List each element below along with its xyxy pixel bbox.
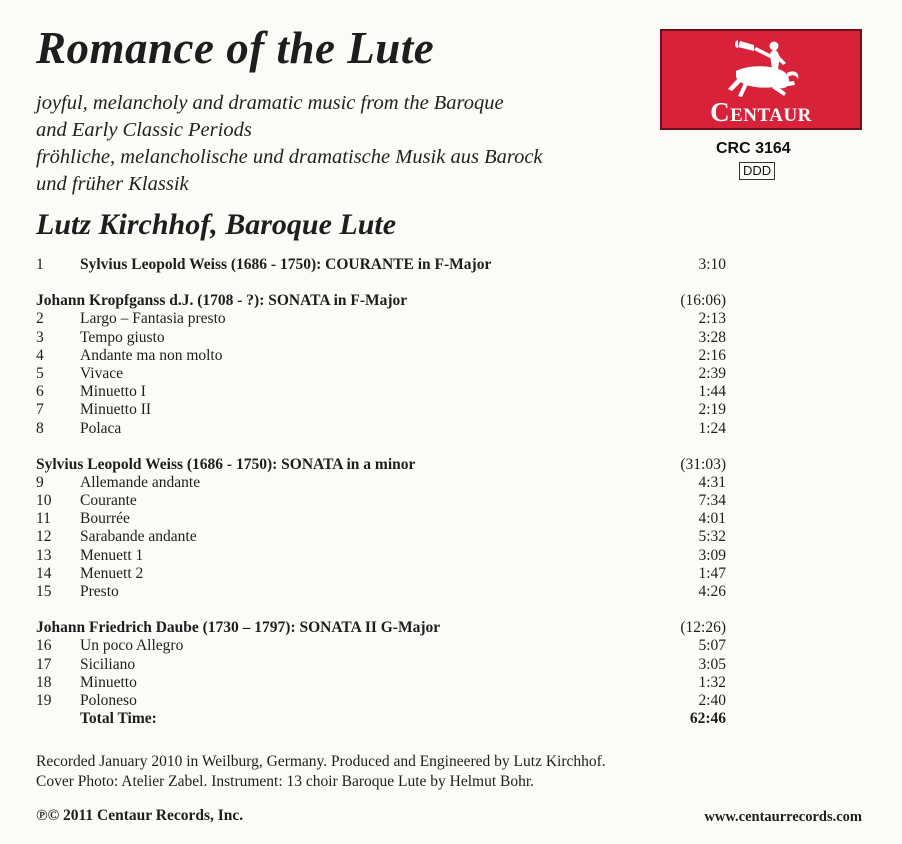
subtitle-line: und früher Klassik [36,173,189,195]
track-duration: 3:28 [698,328,726,346]
track-row [36,347,726,365]
track-duration: 3:05 [698,655,726,673]
track-duration: 2:19 [698,401,726,419]
track-title: Bourrée [80,510,130,528]
track-number: 17 [36,655,52,673]
track-duration: 2:16 [698,346,726,364]
track-title: Courante [80,492,137,510]
work-title: Johann Kropfganss d.J. (1708 - ?): SONATA in F-Major [36,292,408,310]
work-total-duration: (12:26) [680,619,726,637]
track-number: 10 [36,492,52,510]
copyright-notice: ℗© 2011 Centaur Records, Inc. [36,807,244,824]
track-list [36,256,726,728]
track-duration: 3:09 [698,546,726,564]
track-number: 1 [36,256,44,273]
track-duration: 5:32 [698,528,726,546]
track-row [36,492,726,510]
track-duration: 4:26 [698,583,726,600]
track-title: Vivace [80,364,123,382]
track-duration: 1:44 [698,383,726,401]
album-subtitle [36,90,676,198]
track-number: 5 [36,364,44,382]
track-number: 7 [36,401,44,419]
track-duration: 4:01 [698,510,726,528]
track-row [36,528,726,546]
work-total-duration: (16:06) [680,292,726,310]
track-title: Minuetto II [80,401,152,419]
track-number: 11 [36,510,51,528]
format-badge: DDD [739,162,775,180]
subtitle-line: joyful, melancholy and dramatic music from the Baroque [36,92,504,114]
work-heading [36,292,726,310]
subtitle-line: fröhliche, melancholische und dramatische Musik aus Barock [36,146,543,168]
track-row [36,474,726,492]
track-duration: 1:24 [698,419,726,437]
track-row [36,383,726,401]
track-duration: 3:10 [698,256,726,273]
track-row [36,637,726,655]
total-time-label: Total Time: [80,710,157,728]
track-title: Tempo giusto [80,328,165,346]
work-heading [36,619,726,637]
subtitle-line: and Early Classic Periods [36,119,252,141]
track-number: 19 [36,691,52,709]
track-title: Un poco Allegro [80,637,184,655]
track-row [36,310,726,328]
track-title: Sylvius Leopold Weiss (1686 - 1750): COURANTE in F-Major [80,256,492,273]
total-time-row [36,710,726,728]
track-title: Menuett 2 [80,564,144,582]
track-row [36,510,726,528]
centaur-logo [660,29,862,130]
track-number: 14 [36,564,52,582]
artist-credit: Lutz Kirchhof, Baroque Lute [36,208,397,241]
track-row [36,329,726,347]
track-title: Minuetto [80,673,137,691]
track-title: Menuett 1 [80,546,144,564]
track-number: 16 [36,637,52,655]
track-duration: 7:34 [698,492,726,510]
track-row [36,565,726,583]
track-number: 3 [36,328,44,346]
website-url: www.centaurrecords.com [704,809,862,825]
track-row [36,420,726,438]
track-row [36,583,726,601]
track-number: 2 [36,310,44,328]
work-title: Johann Friedrich Daube (1730 – 1797): SONATA II G-Major [36,619,441,637]
track-duration: 1:32 [698,673,726,691]
track-number: 9 [36,473,44,491]
track-number: 13 [36,546,52,564]
credits-line: Recorded January 2010 in Weilburg, Germany. Produced and Engineered by Lutz Kirchhof. [36,753,606,770]
track-title: Sarabande andante [80,528,197,546]
track-duration: 5:07 [698,637,726,655]
track-duration: 2:39 [698,364,726,382]
work-heading [36,456,726,474]
track-duration: 2:13 [698,310,726,328]
track-row [36,365,726,383]
track-title: Presto [80,583,119,600]
track-row [36,401,726,419]
production-credits [36,752,606,792]
track-title: Siciliano [80,655,136,673]
work-total-duration: (31:03) [680,455,726,473]
album-title: Romance of the Lute [36,23,435,73]
track-title: Polaca [80,419,122,437]
track-number: 8 [36,419,44,437]
track-title: Andante ma non molto [80,346,223,364]
track-number: 15 [36,583,52,600]
track-title: Minuetto I [80,383,146,401]
work-title: Sylvius Leopold Weiss (1686 - 1750): SONATA in a minor [36,455,416,473]
track-duration: 2:40 [698,691,726,709]
track-number: 4 [36,346,44,364]
track-number: 12 [36,528,52,546]
track-row [36,692,726,710]
credits-line: Cover Photo: Atelier Zabel. Instrument: 13 choir Baroque Lute by Helmut Bohr. [36,773,535,790]
track-row [36,547,726,565]
logo-wordmark [662,97,860,128]
track-title: Allemande andante [80,473,201,491]
track-duration: 1:47 [698,564,726,582]
track-row [36,256,726,274]
track-number: 6 [36,383,44,401]
track-row [36,656,726,674]
catalog-number: CRC 3164 [716,140,791,157]
track-title: Poloneso [80,691,137,709]
track-duration: 4:31 [698,473,726,491]
total-time-value: 62:46 [689,710,726,728]
track-row [36,674,726,692]
track-number: 18 [36,673,52,691]
logo-text: Centaur [710,97,812,127]
track-title: Largo – Fantasia presto [80,310,226,328]
